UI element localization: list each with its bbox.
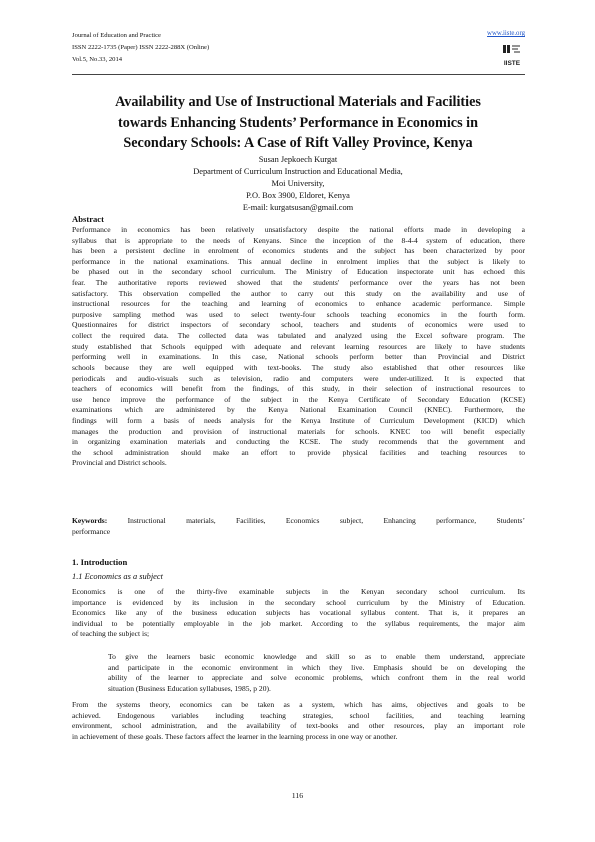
paragraph-line: Economics like any of the business education subjects has vocational syllabus content. That is, it prepares an — [72, 608, 525, 618]
block-quote — [108, 652, 525, 694]
abstract-line: be phased out in the secondary school curriculum. The Ministry of Education inspectorate unit has echoed this — [72, 267, 525, 277]
abstract-line: the school administration should make an effort to provide physical facilities and teaching resources to — [72, 447, 525, 457]
abstract-line: findings will form a basis of needs analysis for the Kenya Institute of Curriculum Development (KICD) which — [72, 415, 525, 425]
abstract-line: use hence improve the performance of the subject in the Kenya Certificate of Secondary Education (KCSE) — [72, 394, 525, 404]
introduction-heading: 1. Introduction — [72, 557, 128, 567]
abstract-line: study established that Schools equipped with adequate and relevant learning resources are likely to have students — [72, 341, 525, 351]
quote-line: and participate in the economic environment in which they live. Emphasis should be on developing the — [108, 662, 525, 672]
author-department: Department of Curriculum Instruction and Educational Media, — [193, 167, 403, 176]
paragraph-line: individual to be potentially employable in the job market. According to the syllabus requirements, the major aim — [72, 618, 525, 628]
author-name: Susan Jepkoech Kurgat — [258, 155, 338, 164]
abstract-body — [72, 225, 525, 469]
abstract-line: manages the production and provision of instructional materials for schools. KNEC too will benefit especially — [72, 426, 525, 436]
issn-line: ISSN 2222-1735 (Paper) ISSN 2222-288X (Online) — [72, 44, 210, 52]
abstract-line: fear. The authoritative reports reviewed showed that the students' performance over the years has not been — [72, 278, 525, 288]
abstract-line: Questionnaires for district inspectors of secondary school, teachers and students of economics were used to — [72, 320, 525, 330]
title-line: towards Enhancing Students’ Performance in Economics in — [118, 114, 478, 131]
keywords-text-cont: performance — [72, 526, 111, 536]
volume-line: Vol.5, No.33, 2014 — [72, 56, 123, 64]
paragraph-line: of teaching the subject is; — [72, 629, 150, 639]
abstract-line: instructional resources for the teaching and learning of economics to enhance academic performance. Simple — [72, 299, 525, 309]
quote-line: ability of the learner to appreciate and solve economic problems, which confront them in the real world — [108, 673, 525, 683]
page-number: 116 — [291, 791, 304, 800]
abstract-heading: Abstract — [72, 214, 104, 224]
paragraph-line: From the systems theory, economics can be taken as a system, which has aims, objectives and goals to be — [72, 700, 525, 709]
quote-line: situation (Business Education syllabuses, 1985, p 20). — [108, 683, 271, 693]
abstract-line: in organizing examination materials and conducting the KCSE. The study recommends that the government and — [72, 437, 525, 447]
paragraph-line: Economics is one of the thirty-five examinable subjects in the Kenyan secondary school curriculum. Its — [72, 587, 525, 596]
paragraph-2 — [72, 700, 525, 742]
abstract-line: teachers of economics will benefit from the findings, of this study, in their selection of instructional resources to — [72, 384, 525, 394]
paragraph-1 — [72, 587, 525, 640]
abstract-line: performance in the national examinations. This annual decline in enrolment implies that the subject is likely to — [72, 256, 525, 266]
paragraph-line: environment, school administration, and the availability of text-books and other resources, play an important role — [72, 721, 525, 731]
keywords-block — [72, 516, 525, 537]
website-link[interactable]: www.iiste.org — [487, 30, 525, 37]
paper-title — [72, 92, 524, 154]
abstract-line: performing well in examinations. In this case, National schools perform better than Provincial and District — [72, 352, 525, 362]
title-line: Availability and Use of Instructional Materials and Facilities — [115, 94, 481, 110]
abstract-line: periodicals and audio-visuals such as television, radio and computers were under-utilized. It is expected that — [72, 373, 525, 383]
logo-text: IISTE — [503, 60, 521, 67]
abstract-line: Provincial and District schools. — [72, 458, 167, 468]
journal-name: Journal of Education and Practice — [72, 32, 161, 39]
journal-header — [72, 30, 209, 67]
abstract-line: collect the required data. The collected data was tabulated and analyzed using the Excel software program. The — [72, 331, 525, 341]
title-line: Secondary Schools: A Case of Rift Valley Province, Kenya — [123, 135, 473, 151]
paragraph-line: achieved. Endogenous variables including teaching strategies, school facilities, and teaching learning — [72, 710, 525, 720]
abstract-line: schools because they are well equipped with text-books. The study also established that other resources like — [72, 362, 525, 372]
iiste-logo — [502, 44, 522, 70]
abstract-line: examinations which are administered by the Kenya National Examination Council (KNEC). Furthermore, the — [72, 405, 525, 415]
abstract-line: Performance in economics has been relatively unsatisfactory despite the national efforts made in developing a — [72, 225, 525, 234]
subsection-heading: 1.1 Economics as a subject — [72, 572, 163, 581]
abstract-line: purposive sampling method was used to select twenty-four schools teaching economics in the fourth form. — [72, 309, 525, 319]
author-address: P.O. Box 3900, Eldoret, Kenya — [246, 191, 350, 200]
keywords-label: Keywords: — [72, 516, 108, 525]
abstract-line: has been a persistent decline in enrolment of economics students and the subject has been characterized by poor — [72, 246, 525, 256]
header-rule — [72, 74, 525, 75]
keywords-text: Instructional materials, Facilities, Economics subject, Enhancing performance, Students’ — [107, 516, 525, 525]
abstract-line: syllabus that is appropriate to the needs of Kenyans. Since the inception of the 8-4-4 system of education, there — [72, 235, 525, 245]
paragraph-line: importance is evidenced by its inclusion in the secondary school curriculum by the Ministry of Education. — [72, 597, 525, 607]
author-email: E-mail: kurgatsusan@gmail.com — [242, 203, 354, 212]
quote-line: To give the learners basic economic knowledge and skill so as to enable them understand, appreciate — [108, 652, 525, 661]
paragraph-line: in achievement of these goals. These factors affect the learner in the learning process in one way or another. — [72, 731, 398, 741]
author-university: Moi University, — [271, 179, 325, 188]
author-block — [72, 154, 524, 214]
abstract-line: satisfactory. This observation compelled the author to carry out this study on the availability and use of — [72, 288, 525, 298]
